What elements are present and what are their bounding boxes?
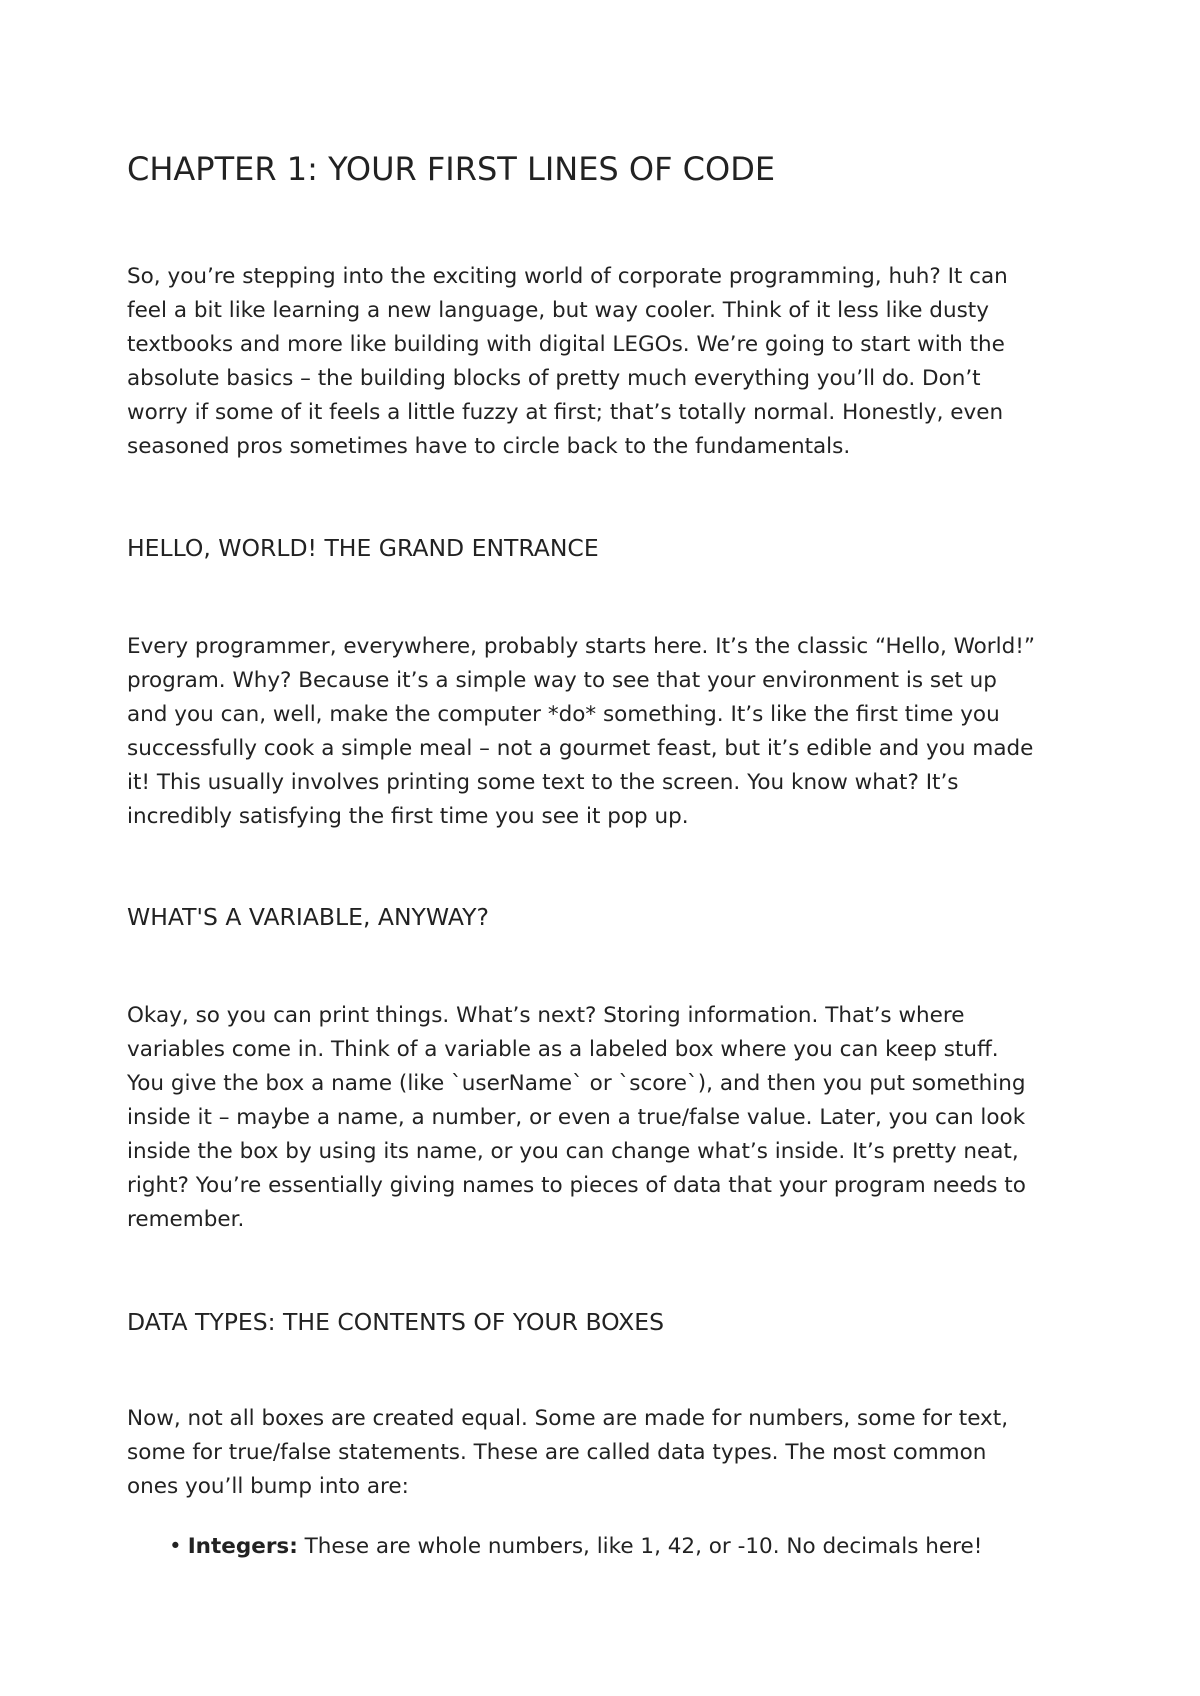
intro-paragraph [127,260,1077,464]
bullet-item-integers [169,1530,982,1564]
paragraph-line: remember. [127,1207,245,1232]
paragraph-line: right? You’re essentially giving names to pieces of data that your program needs to [127,1173,1026,1198]
bullet-text: These are whole numbers, like 1, 42, or -10. No decimals here! [297,1534,983,1559]
paragraph-line: textbooks and more like building with digital LEGOs. We’re going to start with the [127,332,1005,357]
paragraph-line: variables come in. Think of a variable as a labeled box where you can keep stuff. [127,1037,999,1062]
paragraph-line: worry if some of it feels a little fuzzy at first; that’s totally normal. Honestly, even [127,400,1004,425]
paragraph-line: and you can, well, make the computer *do* something. It’s like the first time you [127,702,1000,727]
paragraph-line: Now, not all boxes are created equal. Some are made for numbers, some for text, [127,1406,1009,1431]
paragraph-line: Every programmer, everywhere, probably starts here. It’s the classic “Hello, World!” [127,634,1035,659]
paragraph-line: it! This usually involves printing some text to the screen. You know what? It’s [127,770,959,795]
paragraph-line: Okay, so you can print things. What’s next? Storing information. That’s where [127,1003,965,1028]
section-heading-data-types: DATA TYPES: THE CONTENTS OF YOUR BOXES [127,1308,665,1336]
paragraph-line: seasoned pros sometimes have to circle back to the fundamentals. [127,434,851,459]
paragraph-line: inside it – maybe a name, a number, or even a true/false value. Later, you can look [127,1105,1026,1130]
bullet-term: Integers: [187,1534,298,1559]
chapter-title: CHAPTER 1: YOUR FIRST LINES OF CODE [127,150,776,188]
hello-world-paragraph [127,630,1077,834]
section-heading-hello-world: HELLO, WORLD! THE GRAND ENTRANCE [127,534,599,562]
paragraph-line: successfully cook a simple meal – not a gourmet feast, but it’s edible and you made [127,736,1034,761]
paragraph-line: program. Why? Because it’s a simple way to see that your environment is set up [127,668,997,693]
paragraph-line: You give the box a name (like `userName` or `score`), and then you put something [127,1071,1026,1096]
variables-paragraph [127,999,1077,1237]
paragraph-line: some for true/false statements. These are called data types. The most common [127,1440,987,1465]
paragraph-line: feel a bit like learning a new language, but way cooler. Think of it less like dusty [127,298,989,323]
section-heading-variables: WHAT'S A VARIABLE, ANYWAY? [127,903,489,931]
paragraph-line: inside the box by using its name, or you can change what’s inside. It’s pretty neat, [127,1139,1019,1164]
data-types-paragraph [127,1402,1077,1504]
paragraph-line: incredibly satisfying the first time you see it pop up. [127,804,689,829]
paragraph-line: So, you’re stepping into the exciting world of corporate programming, huh? It can [127,264,1008,289]
paragraph-line: absolute basics – the building blocks of pretty much everything you’ll do. Don’t [127,366,981,391]
bullet-marker: • [169,1534,182,1559]
paragraph-line: ones you’ll bump into are: [127,1474,409,1499]
